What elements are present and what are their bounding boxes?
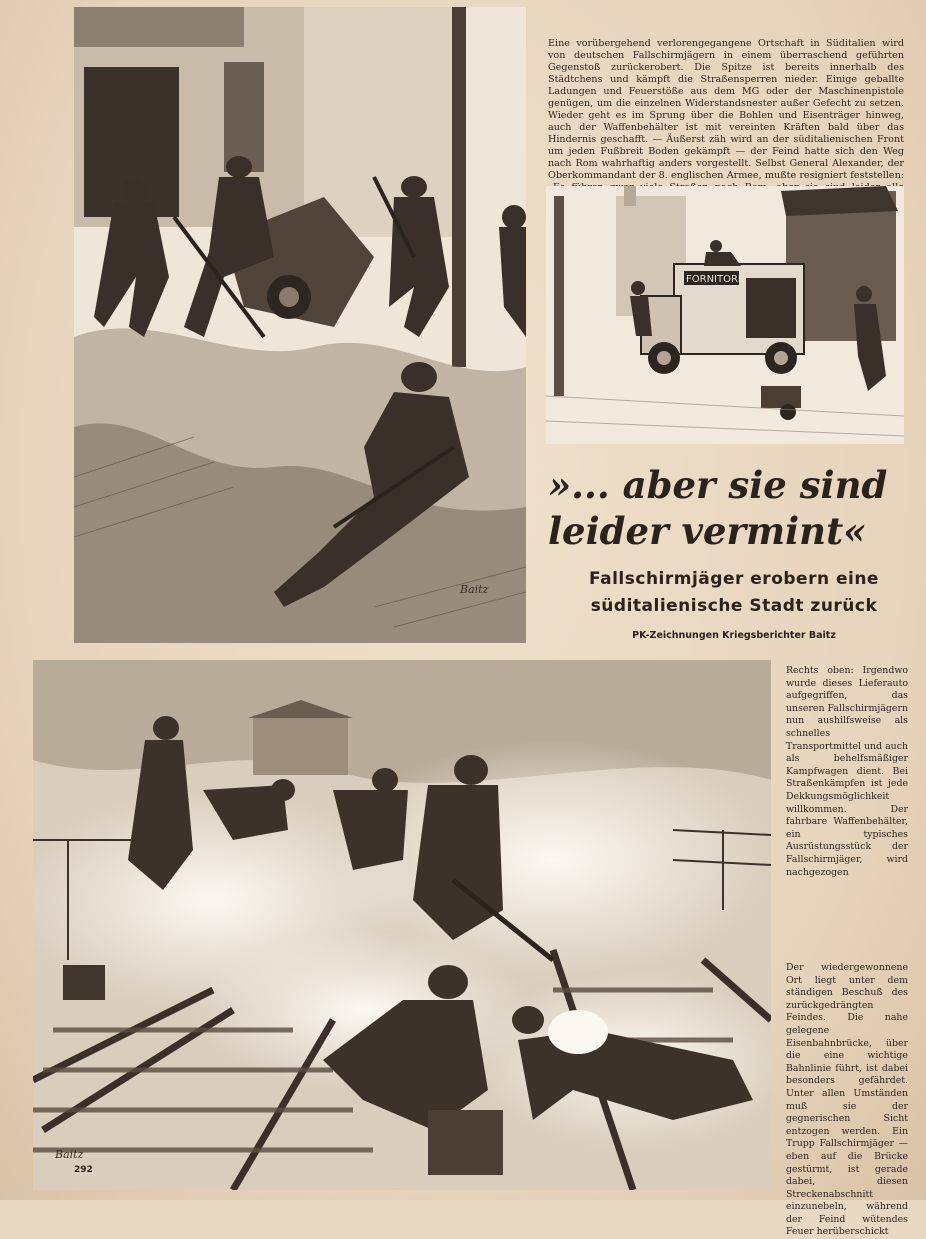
artist-signature: Baitz bbox=[55, 1148, 84, 1161]
illustration-credit: PK-Zeichnungen Kriegsberichter Baitz bbox=[632, 630, 836, 641]
intro-paragraph: Eine vorübergehend verlorengegangene Ortschaft in Süditalien wird von deutschen Fallschirmjägern in einem überraschend geführten Gegenstoß zurückerobert. Die Spitze ist bereits innerhalb des Städtchens und kämpft die Straßensperren nieder. Einige geballte Ladungen und Feuerstöße aus dem MG oder der Maschinenpistole genügen, um die einzelnen Widerstandsnester außer Gefecht zu setzen. Wieder geht es im Sprung über die Bohlen und Eisenträger hinweg, auch der Waffenbehälter ist mit vereinten Kräften bald über das Hindernis geschafft. — Äußerst zäh wird an der süditalienischen Front um jeden Fußbreit Boden gekämpft — der Feind hatte sich den Weg nach Rom wahrhaftig anders vorgestellt. Selbst General Alexander, der Oberkommandant der 8. englischen Armee, mußte resigniert feststellen: bbox=[548, 38, 904, 181]
caption-van: Rechts oben: Irgendwo wurde dieses Lieferauto aufgegriffen, das unseren Fallschirmjägern nun aushilfsweise als schnelles Transportmittel und auch als behelfsmäßiger Kampfwagen dient. Bei Straßenkämpfen ist jede Dekkungsmöglichkeit willkommen. Der fahrbare Waffenbehälter, ein typisches Ausrüstungsstück der Fallschirmjäger, wird nachgezogen bbox=[786, 665, 908, 878]
headline-line-2: leider vermint« bbox=[548, 509, 867, 553]
van-drawing bbox=[546, 186, 904, 444]
artist-signature: Baitz bbox=[460, 583, 489, 596]
illustration-railway-bridge bbox=[33, 660, 771, 1190]
headline bbox=[548, 462, 920, 554]
illustration-street-fight bbox=[74, 7, 526, 643]
van-sign-text: FORNITORE bbox=[686, 274, 745, 285]
subheadline-line-1: Fallschirmjäger erobern eine bbox=[589, 569, 879, 589]
subheadline bbox=[548, 566, 920, 620]
page-number: 292 bbox=[74, 1165, 93, 1175]
caption-bridge: Der wiedergewonnene Ort liegt unter dem ständigen Beschuß des zurückgedrängten Feindes. Die nahe gelegene Eisenbahnbrücke, über die eine wichtige Bahnlinie führt, ist dabei besonders gefährdet. Unter allen Umständen muß sie der gegnerischen Sicht entzogen werden. Ein Trupp Fallschirmjäger — eben auf die Brücke gestürmt, ist gerade dabei, diesen Streckenabschnitt einzunebeln, während der Feind wütendes Feuer herüberschickt bbox=[786, 962, 908, 1238]
railway-bridge-drawing bbox=[33, 660, 771, 1190]
street-fight-drawing bbox=[74, 7, 526, 643]
illustration-delivery-van bbox=[546, 186, 904, 444]
subheadline-line-2: süditalienische Stadt zurück bbox=[590, 596, 878, 616]
headline-line-1: »... aber sie sind bbox=[548, 463, 888, 507]
